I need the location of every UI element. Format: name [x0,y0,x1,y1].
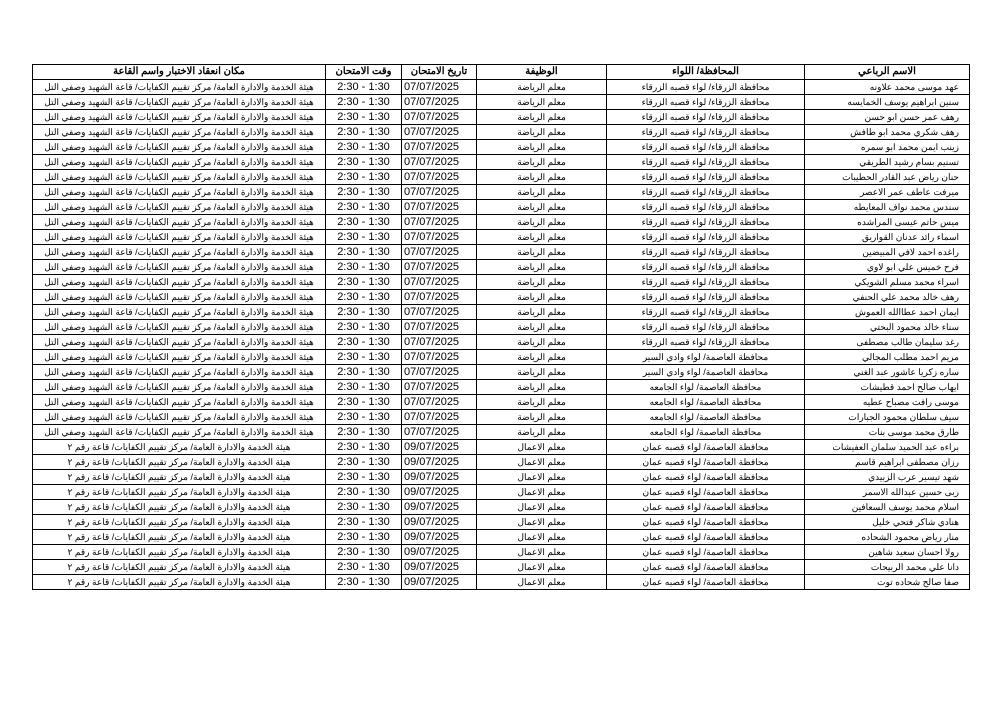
time-cell: 1:30 - 2:30 [326,410,402,425]
table-row [33,95,970,110]
time-cell: 1:30 - 2:30 [326,305,402,320]
date-cell: 07/07/2025 [402,365,477,380]
date-cell: 09/07/2025 [402,560,477,575]
name-cell: ميرفت عاطف عمر الاعصر [805,185,970,200]
location-cell: هيئة الخدمة والادارة العامة/ مركز تقييم الكفايات/ قاعة الشهيد وصفي التل [33,380,326,395]
name-cell: رهف شكري محمد ابو طافش [805,125,970,140]
name-cell: اسماء رائد عدنان القواريق [805,230,970,245]
table-row [33,365,970,380]
name-cell: رزان مصطفى ابراهيم قاسم [805,455,970,470]
district-cell: محافظة الزرقاء/ لواء قصبه الزرقاء [607,245,805,260]
job-cell: معلم الرياضة [477,185,607,200]
job-cell: معلم الاعمال [477,440,607,455]
time-cell: 1:30 - 2:30 [326,530,402,545]
table-row [33,530,970,545]
table-row [33,455,970,470]
date-cell: 09/07/2025 [402,545,477,560]
location-cell: هيئة الخدمة والادارة العامة/ مركز تقييم الكفايات/ قاعة الشهيد وصفي التل [33,140,326,155]
location-cell: هيئة الخدمة والادارة العامة/ مركز تقييم الكفايات/ قاعة الشهيد وصفي التل [33,275,326,290]
date-cell: 09/07/2025 [402,455,477,470]
time-cell: 1:30 - 2:30 [326,485,402,500]
location-cell: هيئة الخدمة والادارة العامة/ مركز تقييم الكفايات/ قاعة الشهيد وصفي التل [33,80,326,95]
date-cell: 07/07/2025 [402,125,477,140]
job-cell: معلم الرياضة [477,95,607,110]
time-cell: 1:30 - 2:30 [326,155,402,170]
name-cell: فرح خميس علي ابو لاوي [805,260,970,275]
date-cell: 09/07/2025 [402,515,477,530]
table-row [33,380,970,395]
job-cell: معلم الرياضة [477,200,607,215]
name-cell: رولا احسان سعيد شاهين [805,545,970,560]
location-cell: هيئة الخدمة والادارة العامة/ مركز تقييم الكفايات/ قاعة رقم ٢ [33,440,326,455]
job-cell: معلم الرياضة [477,170,607,185]
district-cell: محافظة العاصمة/ لواء قصبه عمان [607,500,805,515]
district-cell: محافظة العاصمة/ لواء الجامعه [607,380,805,395]
job-cell: معلم الرياضة [477,80,607,95]
date-cell: 07/07/2025 [402,215,477,230]
name-cell: عهد موسى محمد علاونه [805,80,970,95]
job-cell: معلم الاعمال [477,575,607,590]
name-cell: صفا صالح شحاده توت [805,575,970,590]
time-cell: 1:30 - 2:30 [326,185,402,200]
name-cell: اسلام محمد يوسف السعافين [805,500,970,515]
name-cell: موسى رافت مصباح عطيه [805,395,970,410]
table-row [33,155,970,170]
district-cell: محافظة الزرقاء/ لواء قصبه الزرقاء [607,155,805,170]
district-cell: محافظة العاصمة/ لواء قصبه عمان [607,515,805,530]
location-cell: هيئة الخدمة والادارة العامة/ مركز تقييم الكفايات/ قاعة الشهيد وصفي التل [33,350,326,365]
date-cell: 07/07/2025 [402,305,477,320]
exam-schedule-table [32,64,970,590]
district-cell: محافظة العاصمة/ لواء قصبه عمان [607,470,805,485]
table-row [33,200,970,215]
time-cell: 1:30 - 2:30 [326,215,402,230]
location-cell: هيئة الخدمة والادارة العامة/ مركز تقييم الكفايات/ قاعة رقم ٢ [33,545,326,560]
district-cell: محافظة الزرقاء/ لواء قصبه الزرقاء [607,275,805,290]
date-cell: 07/07/2025 [402,260,477,275]
location-cell: هيئة الخدمة والادارة العامة/ مركز تقييم الكفايات/ قاعة الشهيد وصفي التل [33,95,326,110]
name-cell: سناء خالد محمود البحتي [805,320,970,335]
header-district: المحافظة/ اللواء [607,65,805,80]
name-cell: مريم احمد مطلب المجالي [805,350,970,365]
header-name: الاسم الرباعي [805,65,970,80]
time-cell: 1:30 - 2:30 [326,335,402,350]
table-row [33,140,970,155]
header-location: مكان انعقاد الاختبار واسم القاعة [33,65,326,80]
location-cell: هيئة الخدمة والادارة العامة/ مركز تقييم الكفايات/ قاعة الشهيد وصفي التل [33,155,326,170]
table-row [33,170,970,185]
table-row [33,515,970,530]
district-cell: محافظة الزرقاء/ لواء قصبه الزرقاء [607,110,805,125]
name-cell: ميس حاتم عيسى المراشده [805,215,970,230]
name-cell: حنان رياض عبد القادر الحطيبات [805,170,970,185]
date-cell: 07/07/2025 [402,230,477,245]
job-cell: معلم الاعمال [477,500,607,515]
time-cell: 1:30 - 2:30 [326,140,402,155]
district-cell: محافظة الزرقاء/ لواء قصبه الزرقاء [607,230,805,245]
date-cell: 07/07/2025 [402,380,477,395]
date-cell: 07/07/2025 [402,290,477,305]
date-cell: 09/07/2025 [402,530,477,545]
time-cell: 1:30 - 2:30 [326,260,402,275]
job-cell: معلم الاعمال [477,530,607,545]
name-cell: هنادي شاكر فتحي خليل [805,515,970,530]
table-row [33,560,970,575]
district-cell: محافظة الزرقاء/ لواء قصبه الزرقاء [607,140,805,155]
date-cell: 07/07/2025 [402,80,477,95]
name-cell: ايهاب صالح احمد قطيشات [805,380,970,395]
district-cell: محافظة العاصمة/ لواء وادي السير [607,350,805,365]
time-cell: 1:30 - 2:30 [326,245,402,260]
table-row [33,470,970,485]
location-cell: هيئة الخدمة والادارة العامة/ مركز تقييم الكفايات/ قاعة رقم ٢ [33,470,326,485]
job-cell: معلم الرياضة [477,380,607,395]
date-cell: 07/07/2025 [402,245,477,260]
table-row [33,245,970,260]
district-cell: محافظة الزرقاء/ لواء قصبه الزرقاء [607,335,805,350]
district-cell: محافظة الزرقاء/ لواء قصبه الزرقاء [607,260,805,275]
table-row [33,290,970,305]
district-cell: محافظة الزرقاء/ لواء قصبه الزرقاء [607,305,805,320]
time-cell: 1:30 - 2:30 [326,350,402,365]
location-cell: هيئة الخدمة والادارة العامة/ مركز تقييم الكفايات/ قاعة رقم ٢ [33,515,326,530]
time-cell: 1:30 - 2:30 [326,560,402,575]
table-row [33,80,970,95]
time-cell: 1:30 - 2:30 [326,170,402,185]
date-cell: 07/07/2025 [402,155,477,170]
district-cell: محافظة الزرقاء/ لواء قصبه الزرقاء [607,215,805,230]
table-header-row [33,65,970,80]
table-row [33,335,970,350]
date-cell: 07/07/2025 [402,410,477,425]
job-cell: معلم الرياضة [477,320,607,335]
time-cell: 1:30 - 2:30 [326,545,402,560]
district-cell: محافظة الزرقاء/ لواء قصبه الزرقاء [607,290,805,305]
name-cell: سنين ابراهيم يوسف الخمايسه [805,95,970,110]
job-cell: معلم الاعمال [477,545,607,560]
location-cell: هيئة الخدمة والادارة العامة/ مركز تقييم الكفايات/ قاعة الشهيد وصفي التل [33,410,326,425]
time-cell: 1:30 - 2:30 [326,110,402,125]
time-cell: 1:30 - 2:30 [326,425,402,440]
time-cell: 1:30 - 2:30 [326,365,402,380]
table-row [33,545,970,560]
time-cell: 1:30 - 2:30 [326,500,402,515]
table-row [33,260,970,275]
name-cell: براءه عبد الحميد سلمان العفيشات [805,440,970,455]
job-cell: معلم الرياضة [477,245,607,260]
table-row [33,125,970,140]
table-row [33,230,970,245]
location-cell: هيئة الخدمة والادارة العامة/ مركز تقييم الكفايات/ قاعة رقم ٢ [33,530,326,545]
district-cell: محافظة العاصمة/ لواء قصبه عمان [607,530,805,545]
job-cell: معلم الاعمال [477,560,607,575]
name-cell: شهد تيسير عرب الزبيدي [805,470,970,485]
job-cell: معلم الرياضة [477,335,607,350]
date-cell: 09/07/2025 [402,500,477,515]
table-row [33,485,970,500]
name-cell: سيف سلطان محمود الجبارات [805,410,970,425]
name-cell: زينب ايمن محمد ابو سمره [805,140,970,155]
job-cell: معلم الرياضة [477,215,607,230]
date-cell: 09/07/2025 [402,440,477,455]
date-cell: 07/07/2025 [402,395,477,410]
job-cell: معلم الرياضة [477,110,607,125]
date-cell: 07/07/2025 [402,110,477,125]
table-row [33,395,970,410]
time-cell: 1:30 - 2:30 [326,395,402,410]
table-row [33,185,970,200]
location-cell: هيئة الخدمة والادارة العامة/ مركز تقييم الكفايات/ قاعة الشهيد وصفي التل [33,245,326,260]
job-cell: معلم الرياضة [477,365,607,380]
date-cell: 09/07/2025 [402,485,477,500]
name-cell: رغد سليمان طالب مصطفى [805,335,970,350]
location-cell: هيئة الخدمة والادارة العامة/ مركز تقييم الكفايات/ قاعة الشهيد وصفي التل [33,185,326,200]
table-row [33,440,970,455]
location-cell: هيئة الخدمة والادارة العامة/ مركز تقييم الكفايات/ قاعة رقم ٢ [33,485,326,500]
table-row [33,275,970,290]
table-row [33,410,970,425]
time-cell: 1:30 - 2:30 [326,380,402,395]
name-cell: ساره زكريا عاشور عبد الغني [805,365,970,380]
table-row [33,305,970,320]
district-cell: محافظة العاصمة/ لواء الجامعه [607,410,805,425]
district-cell: محافظة العاصمة/ لواء قصبه عمان [607,575,805,590]
date-cell: 07/07/2025 [402,320,477,335]
job-cell: معلم الرياضة [477,305,607,320]
location-cell: هيئة الخدمة والادارة العامة/ مركز تقييم الكفايات/ قاعة الشهيد وصفي التل [33,290,326,305]
date-cell: 07/07/2025 [402,140,477,155]
time-cell: 1:30 - 2:30 [326,95,402,110]
header-date: تاريخ الامتحان [402,65,477,80]
time-cell: 1:30 - 2:30 [326,80,402,95]
job-cell: معلم الرياضة [477,230,607,245]
location-cell: هيئة الخدمة والادارة العامة/ مركز تقييم الكفايات/ قاعة الشهيد وصفي التل [33,125,326,140]
table-row [33,575,970,590]
district-cell: محافظة الزرقاء/ لواء قصبه الزرقاء [607,170,805,185]
location-cell: هيئة الخدمة والادارة العامة/ مركز تقييم الكفايات/ قاعة رقم ٢ [33,500,326,515]
job-cell: معلم الرياضة [477,260,607,275]
location-cell: هيئة الخدمة والادارة العامة/ مركز تقييم الكفايات/ قاعة الشهيد وصفي التل [33,200,326,215]
date-cell: 07/07/2025 [402,170,477,185]
header-job: الوظيفة [477,65,607,80]
time-cell: 1:30 - 2:30 [326,275,402,290]
location-cell: هيئة الخدمة والادارة العامة/ مركز تقييم الكفايات/ قاعة الشهيد وصفي التل [33,110,326,125]
district-cell: محافظة العاصمة/ لواء الجامعه [607,425,805,440]
table-row [33,320,970,335]
district-cell: محافظة العاصمة/ لواء قصبه عمان [607,545,805,560]
district-cell: محافظة الزرقاء/ لواء قصبه الزرقاء [607,200,805,215]
name-cell: طارق محمد موسى بنات [805,425,970,440]
district-cell: محافظة العاصمة/ لواء قصبه عمان [607,440,805,455]
table-row [33,500,970,515]
location-cell: هيئة الخدمة والادارة العامة/ مركز تقييم الكفايات/ قاعة الشهيد وصفي التل [33,320,326,335]
date-cell: 07/07/2025 [402,95,477,110]
time-cell: 1:30 - 2:30 [326,455,402,470]
district-cell: محافظة الزرقاء/ لواء قصبه الزرقاء [607,185,805,200]
job-cell: معلم الاعمال [477,455,607,470]
date-cell: 07/07/2025 [402,335,477,350]
location-cell: هيئة الخدمة والادارة العامة/ مركز تقييم الكفايات/ قاعة الشهيد وصفي التل [33,215,326,230]
location-cell: هيئة الخدمة والادارة العامة/ مركز تقييم الكفايات/ قاعة الشهيد وصفي التل [33,305,326,320]
district-cell: محافظة العاصمة/ لواء قصبه عمان [607,560,805,575]
job-cell: معلم الرياضة [477,140,607,155]
job-cell: معلم الرياضة [477,155,607,170]
time-cell: 1:30 - 2:30 [326,575,402,590]
job-cell: معلم الرياضة [477,425,607,440]
district-cell: محافظة العاصمة/ لواء وادي السير [607,365,805,380]
name-cell: راغده احمد لافي المبيضين [805,245,970,260]
location-cell: هيئة الخدمة والادارة العامة/ مركز تقييم الكفايات/ قاعة رقم ٢ [33,560,326,575]
time-cell: 1:30 - 2:30 [326,200,402,215]
job-cell: معلم الرياضة [477,410,607,425]
name-cell: تسنيم بسام رشيد الطريقي [805,155,970,170]
district-cell: محافظة الزرقاء/ لواء قصبه الزرقاء [607,95,805,110]
date-cell: 09/07/2025 [402,575,477,590]
location-cell: هيئة الخدمة والادارة العامة/ مركز تقييم الكفايات/ قاعة الشهيد وصفي التل [33,425,326,440]
location-cell: هيئة الخدمة والادارة العامة/ مركز تقييم الكفايات/ قاعة الشهيد وصفي التل [33,335,326,350]
job-cell: معلم الاعمال [477,515,607,530]
time-cell: 1:30 - 2:30 [326,515,402,530]
table-row [33,110,970,125]
district-cell: محافظة الزرقاء/ لواء قصبه الزرقاء [607,125,805,140]
time-cell: 1:30 - 2:30 [326,470,402,485]
name-cell: اسراء محمد مسلم الشويكي [805,275,970,290]
district-cell: محافظة الزرقاء/ لواء قصبه الزرقاء [607,320,805,335]
name-cell: رهف خالد محمد علي الحنفي [805,290,970,305]
time-cell: 1:30 - 2:30 [326,290,402,305]
name-cell: سندس محمد نواف المعايطه [805,200,970,215]
location-cell: هيئة الخدمة والادارة العامة/ مركز تقييم الكفايات/ قاعة رقم ٢ [33,575,326,590]
name-cell: دانا علي محمد الربيحات [805,560,970,575]
table-row [33,215,970,230]
location-cell: هيئة الخدمة والادارة العامة/ مركز تقييم الكفايات/ قاعة الشهيد وصفي التل [33,395,326,410]
time-cell: 1:30 - 2:30 [326,230,402,245]
table-row [33,425,970,440]
district-cell: محافظة الزرقاء/ لواء قصبه الزرقاء [607,80,805,95]
district-cell: محافظة العاصمة/ لواء قصبه عمان [607,485,805,500]
job-cell: معلم الرياضة [477,275,607,290]
table-row [33,350,970,365]
name-cell: منار رياض محمود الشحاده [805,530,970,545]
location-cell: هيئة الخدمة والادارة العامة/ مركز تقييم الكفايات/ قاعة الشهيد وصفي التل [33,170,326,185]
job-cell: معلم الرياضة [477,125,607,140]
district-cell: محافظة العاصمة/ لواء الجامعه [607,395,805,410]
date-cell: 07/07/2025 [402,275,477,290]
district-cell: محافظة العاصمة/ لواء قصبه عمان [607,455,805,470]
location-cell: هيئة الخدمة والادارة العامة/ مركز تقييم الكفايات/ قاعة رقم ٢ [33,455,326,470]
name-cell: ربى حسين عبدالله الاسمر [805,485,970,500]
location-cell: هيئة الخدمة والادارة العامة/ مركز تقييم الكفايات/ قاعة الشهيد وصفي التل [33,260,326,275]
date-cell: 07/07/2025 [402,350,477,365]
name-cell: ايمان احمد عطاالله العموش [805,305,970,320]
job-cell: معلم الاعمال [477,485,607,500]
job-cell: معلم الرياضة [477,290,607,305]
date-cell: 07/07/2025 [402,185,477,200]
job-cell: معلم الاعمال [477,470,607,485]
name-cell: رهف عمر حسن ابو حسن [805,110,970,125]
job-cell: معلم الرياضة [477,350,607,365]
time-cell: 1:30 - 2:30 [326,125,402,140]
header-time: وقت الامتحان [326,65,402,80]
time-cell: 1:30 - 2:30 [326,320,402,335]
job-cell: معلم الرياضة [477,395,607,410]
time-cell: 1:30 - 2:30 [326,440,402,455]
location-cell: هيئة الخدمة والادارة العامة/ مركز تقييم الكفايات/ قاعة الشهيد وصفي التل [33,365,326,380]
date-cell: 09/07/2025 [402,470,477,485]
date-cell: 07/07/2025 [402,425,477,440]
date-cell: 07/07/2025 [402,200,477,215]
location-cell: هيئة الخدمة والادارة العامة/ مركز تقييم الكفايات/ قاعة الشهيد وصفي التل [33,230,326,245]
